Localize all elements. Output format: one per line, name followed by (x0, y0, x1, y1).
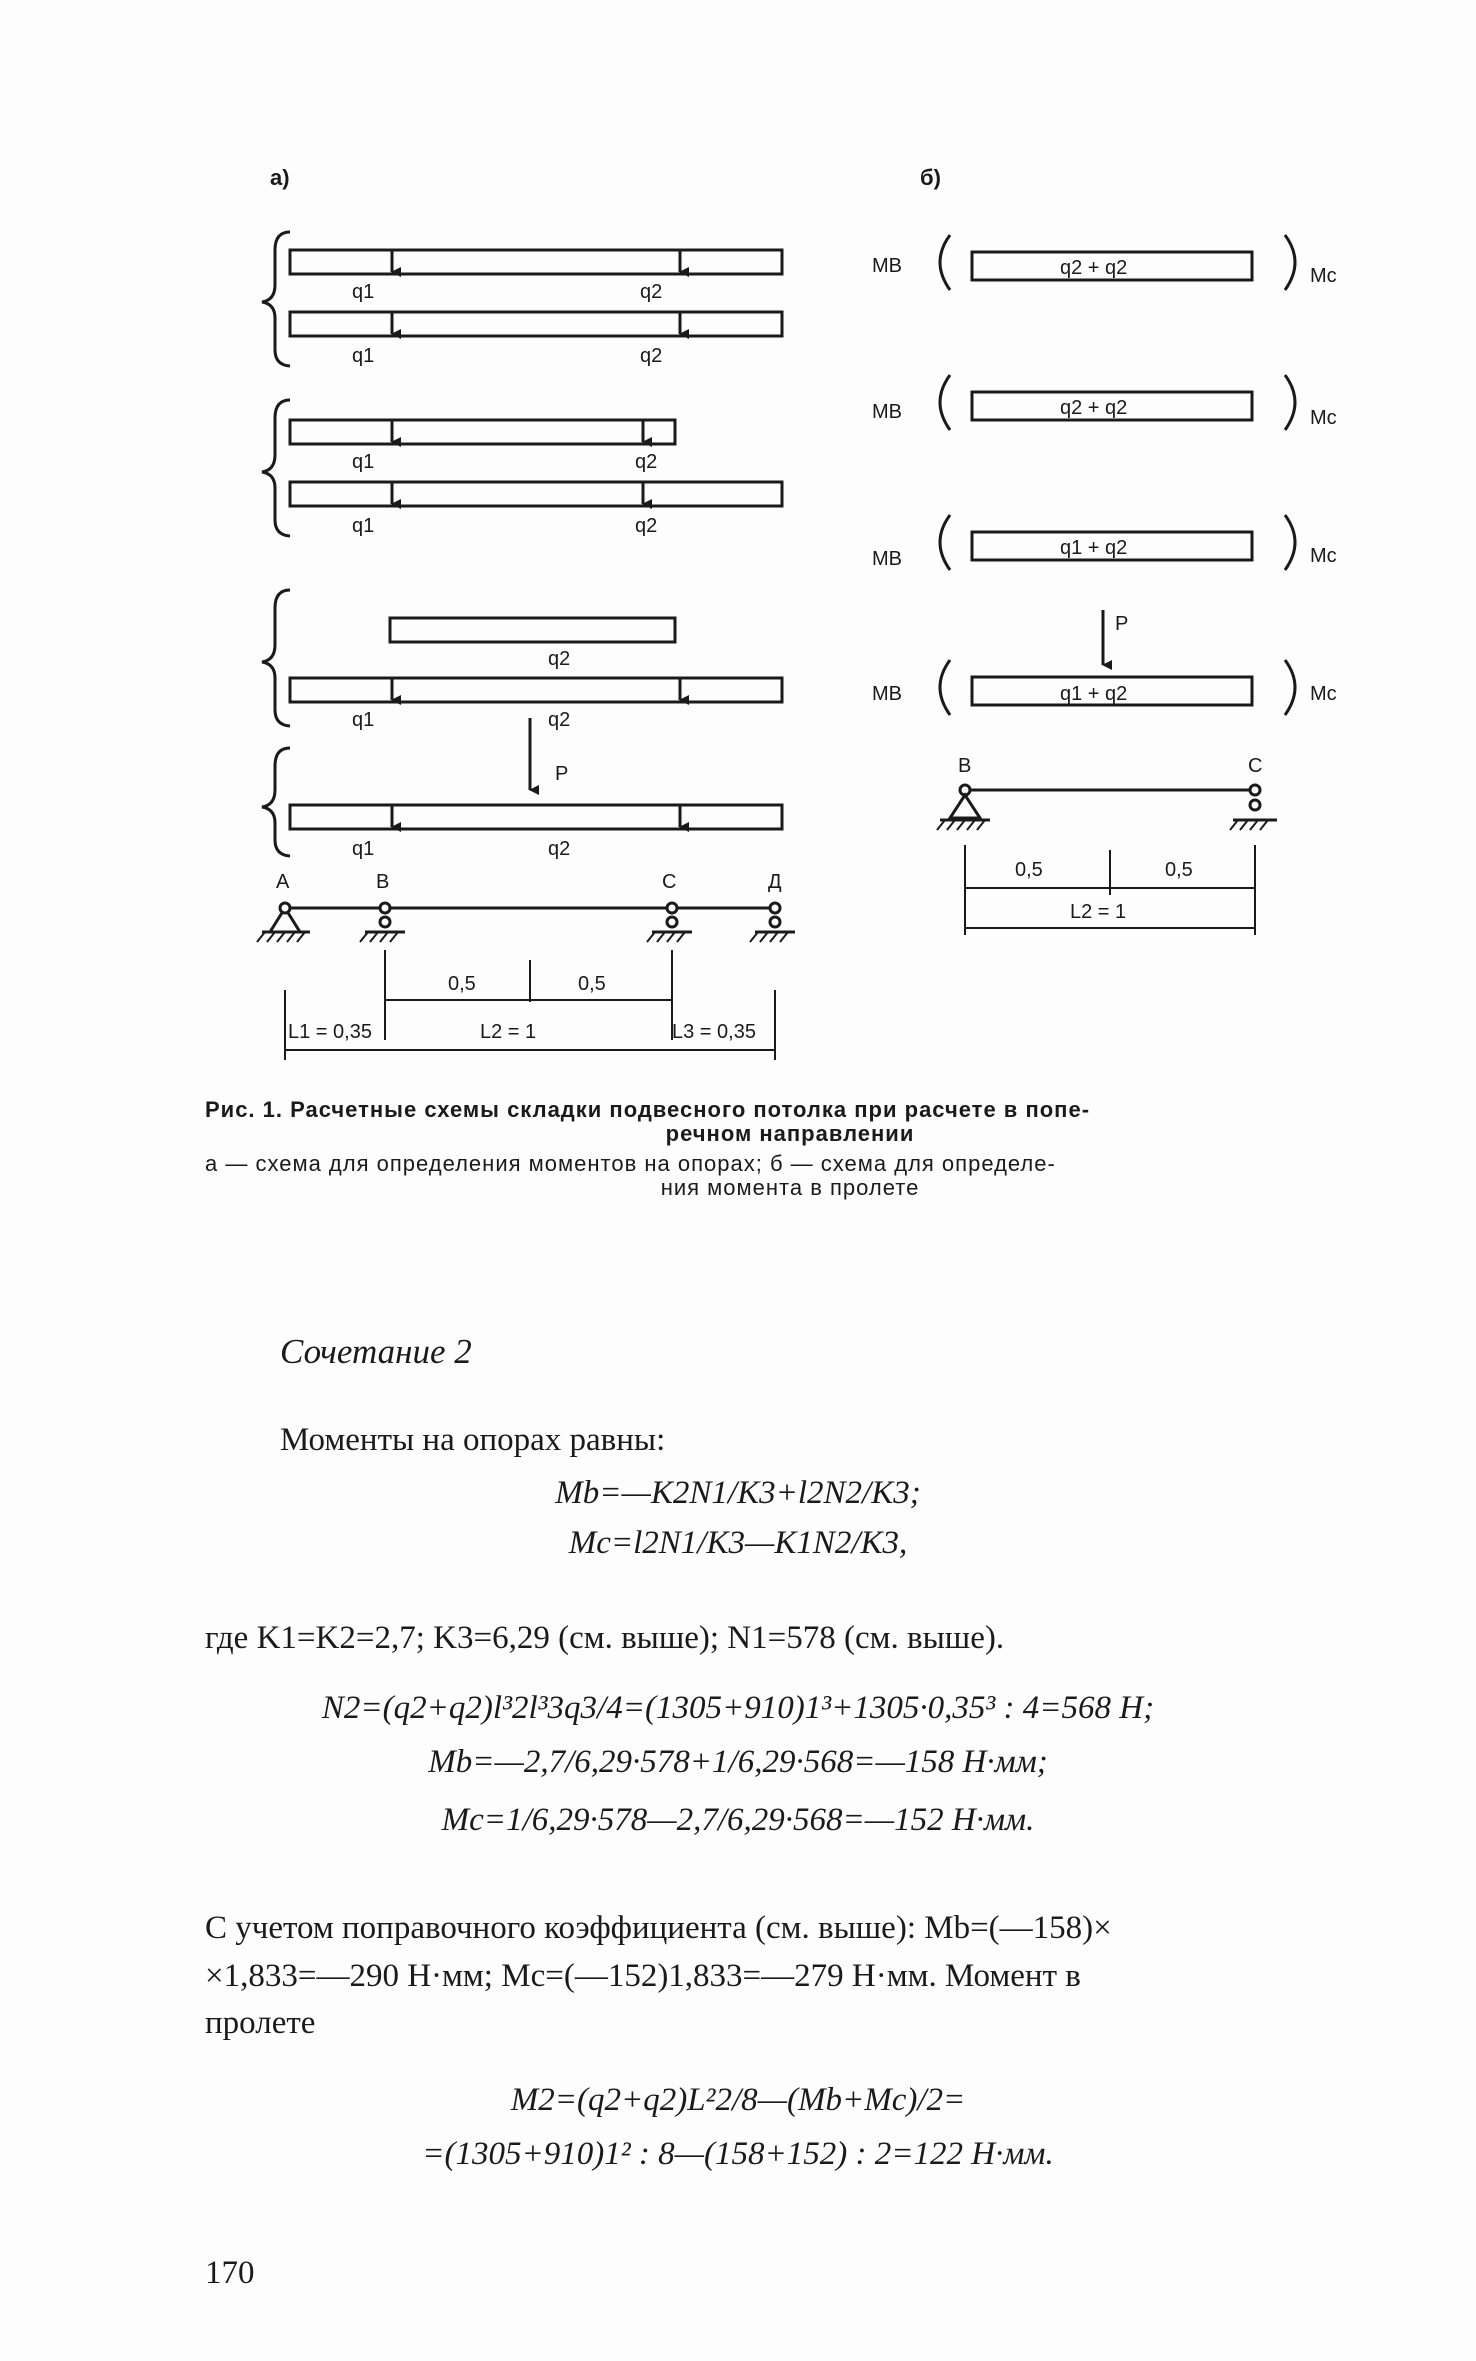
formula-m2: M2=(q2+q2)L²2/8—(Mb+Mc)/2= (510, 2082, 966, 2118)
calc-n2: N2=(q2+q2)l³2l³3q3/4=(1305+910)1³+1305·0,35³ : 4=568 Н; (321, 1690, 1155, 1726)
label-l1: L1 = 0,35 (288, 1021, 372, 1043)
label-q1: q1 (352, 709, 375, 731)
formula-mc: Mc=l2N1/K3—K1N2/K3, (568, 1525, 908, 1561)
beam-2a (290, 420, 675, 444)
brace-3 (262, 590, 290, 726)
label-support-d: Д (768, 871, 782, 893)
panel-b (937, 235, 1295, 935)
label-support-c: С (662, 871, 677, 893)
label-mb: MB (872, 683, 902, 705)
beam-1a (290, 250, 782, 274)
label-mb: MB (872, 255, 902, 277)
label-q2: q2 (548, 709, 571, 731)
page-number: 170 (205, 2255, 255, 2291)
where-line: где K1=K2=2,7; K3=6,29 (см. выше); N1=578 (см. выше). (205, 1620, 1005, 1656)
label-support-b: В (376, 871, 390, 893)
label-q2: q2 (548, 838, 571, 860)
calc-mb: Mb=—2,7/6,29·578+1/6,29·568=—158 Н·мм; (428, 1744, 1048, 1780)
intro-text: Моменты на опорах равны: (280, 1422, 666, 1458)
label-q1: q1 (352, 451, 375, 473)
label-l2-b: L2 = 1 (1070, 901, 1127, 923)
label-support-b-b: В (958, 755, 972, 777)
label-q2: q2 (635, 515, 658, 537)
label-q1: q1 (352, 838, 375, 860)
label-dim-left: 0,5 (448, 973, 476, 995)
caption-line-2: речном направлении (665, 1121, 915, 1146)
calc-m2: =(1305+910)1² : 8—(158+152) : 2=122 Н·мм. (422, 2136, 1054, 2172)
brace-1 (262, 232, 290, 366)
label-q2: q2 (548, 648, 571, 670)
label-dim-right: 0,5 (578, 973, 606, 995)
caption-line-1: Рис. 1. Расчетные схемы складки подвесного потолка при расчете в попе- (205, 1097, 1091, 1122)
formula-mb: Mb=—K2N1/K3+l2N2/K3; (555, 1475, 921, 1511)
figure (0, 0, 1476, 1100)
label-dim-b-right: 0,5 (1165, 859, 1193, 881)
label-q1: q1 (352, 515, 375, 537)
label-q2: q2 (640, 281, 663, 303)
label-bar-q2q2: q2 + q2 (1060, 257, 1128, 279)
beam-3b (290, 678, 782, 702)
figure-caption (205, 1098, 1375, 1200)
label-q2: q2 (635, 451, 658, 473)
beam-1b (290, 312, 782, 336)
label-mb: MB (872, 401, 902, 423)
label-bar-q1q2: q1 + q2 (1060, 537, 1128, 559)
label-l2: L2 = 1 (480, 1021, 537, 1043)
para-line-3: пролете (205, 2005, 316, 2041)
label-p: P (555, 763, 569, 785)
label-dim-b-left: 0,5 (1015, 859, 1043, 881)
calc-mc: Mc=1/6,29·578—2,7/6,29·568=—152 Н·мм. (441, 1802, 1035, 1838)
beam-3a (390, 618, 675, 642)
brace-2 (262, 400, 290, 536)
label-l3: L3 = 0,35 (672, 1021, 756, 1043)
section-heading: Сочетание 2 (280, 1332, 472, 1371)
label-q1: q1 (352, 281, 375, 303)
label-mc: Mc (1310, 683, 1337, 705)
beam-4 (290, 805, 782, 829)
label-mb: MB (872, 548, 902, 570)
label-mc: Mc (1310, 545, 1337, 567)
label-q2: q2 (640, 345, 663, 367)
para-line-1: С учетом поправочного коэффициента (см. выше): Mb=(—158)× (205, 1910, 1112, 1946)
caption-line-3: а — схема для определения моментов на опорах; б — схема для определе- (205, 1151, 1056, 1176)
caption-line-4: ния момента в пролете (660, 1175, 920, 1200)
brace-4 (262, 748, 290, 856)
label-mc: Mc (1310, 265, 1337, 287)
panel-b-label: б) (920, 165, 941, 190)
label-p-b: P (1115, 613, 1129, 635)
label-q1: q1 (352, 345, 375, 367)
label-mc: Mc (1310, 407, 1337, 429)
panel-a-label: а) (270, 165, 290, 190)
label-support-a: А (276, 871, 290, 893)
label-bar-q2q2: q2 + q2 (1060, 397, 1128, 419)
label-bar-q1q2: q1 + q2 (1060, 683, 1128, 705)
beam-2b (290, 482, 782, 506)
label-support-c-b: С (1248, 755, 1263, 777)
para-line-2: ×1,833=—290 Н·мм; Mc=(—152)1,833=—279 Н·мм. Момент в (205, 1958, 1081, 1994)
